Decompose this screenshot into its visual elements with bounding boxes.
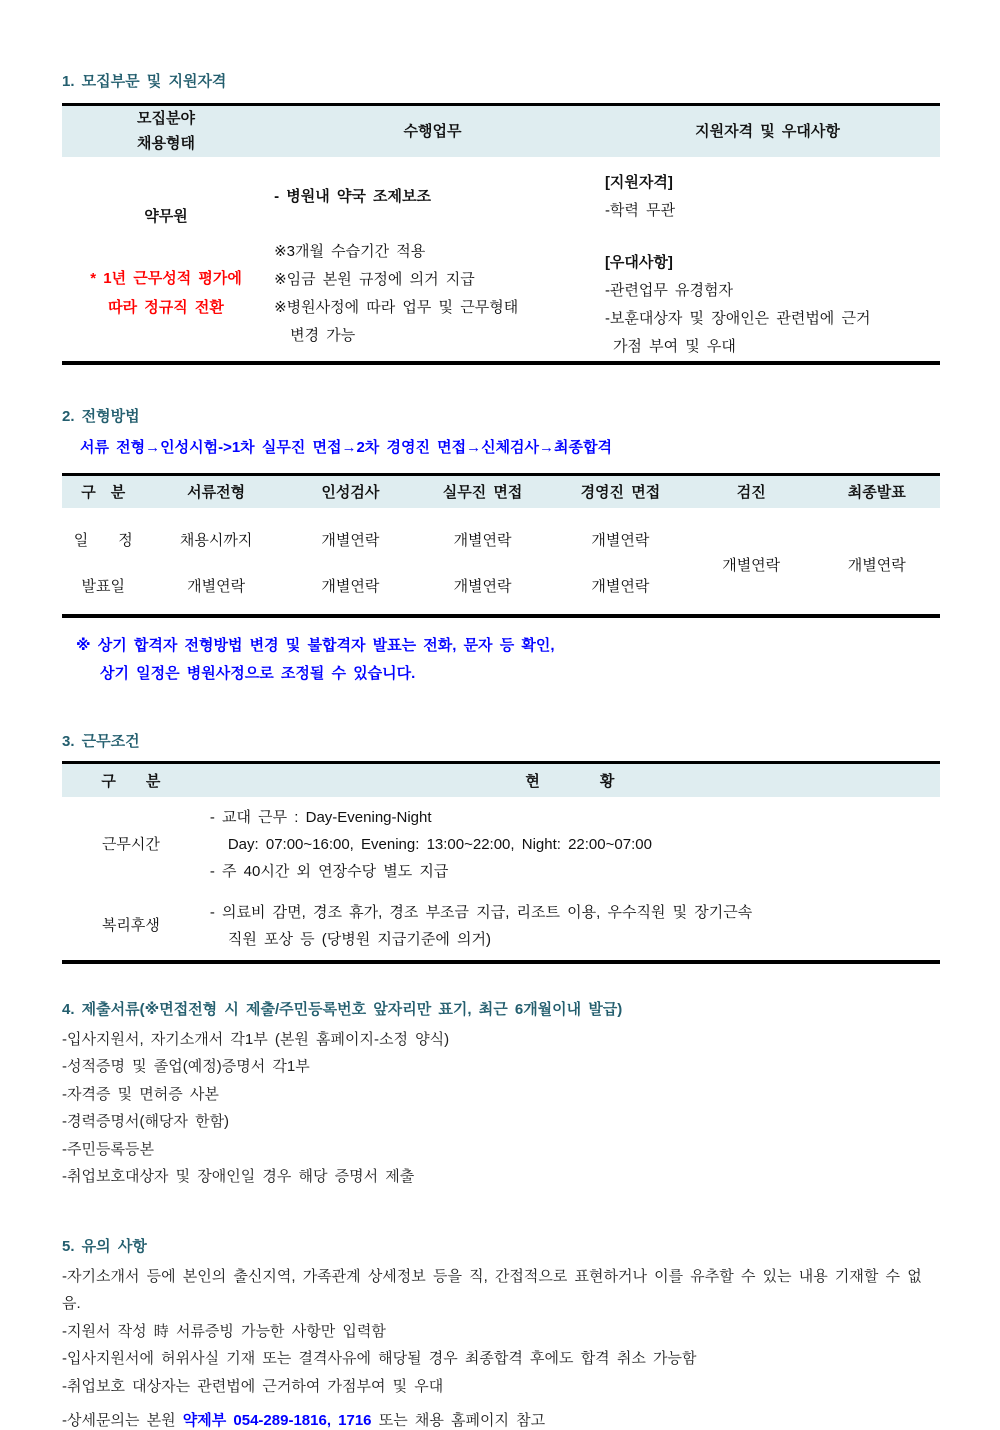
red-note-line: * 1년 근무성적 평가에 (62, 264, 270, 293)
document-item: -자격증 및 면허증 사본 (62, 1081, 940, 1109)
document-list (62, 1026, 940, 1191)
note-item: -자기소개서 등에 본인의 출신지역, 가족관계 상세정보 등을 직, 간접적으로 표현하거나 이를 유추할 수 있는 내용 기재할 수 없음. (62, 1263, 940, 1318)
contact-prefix: -상세문의는 본원 (62, 1412, 183, 1429)
section-3-heading: 3. 근무조건 (62, 730, 940, 751)
col-header-category: 구 분 (62, 763, 200, 797)
section-notes (62, 1235, 940, 1430)
col-header-checkup: 검진 (689, 474, 814, 508)
qualification-title: [지원자격] (605, 169, 940, 197)
col-header-category: 구 분 (62, 474, 145, 508)
preference-item: -관련업무 유경험자 (605, 277, 940, 305)
col-header-practical-interview: 실무진 면접 (413, 474, 552, 508)
qualification-block (595, 169, 940, 361)
schedule-note-line: 상기 일정은 병원사정으로 조정될 수 있습니다. (100, 660, 940, 688)
document-item: -주민등록등본 (62, 1136, 940, 1164)
conditions-row-welfare (62, 892, 940, 962)
col-header-final-announcement: 최종발표 (814, 474, 940, 508)
duty-note-line: 변경 가능 (274, 322, 595, 350)
contact-suffix: 또는 채용 홈페이지 참고 (372, 1412, 546, 1429)
welfare-detail (200, 892, 940, 962)
schedule-cell: 개별연락 (145, 564, 288, 616)
red-note-line: 따라 정규직 전환 (62, 293, 270, 322)
schedule-row-dates (62, 508, 940, 564)
col-header-status: 현 황 (200, 763, 940, 797)
schedule-cell: 개별연락 (288, 508, 414, 564)
contact-phone: 약제부 054-289-1816, 1716 (183, 1412, 372, 1429)
schedule-cell-checkup: 개별연락 (689, 508, 814, 616)
regular-conversion-note (62, 264, 270, 322)
document-page (62, 0, 940, 1430)
welfare-line: 직원 포상 등 (당병원 지급기준에 의거) (210, 926, 940, 953)
section-5-heading: 5. 유의 사항 (62, 1235, 940, 1256)
position-name: 약무원 (62, 205, 270, 226)
duties-cell (270, 157, 595, 363)
recruitment-table (62, 103, 940, 365)
working-hours-detail (200, 797, 940, 892)
duty-notes (270, 238, 595, 350)
section-documents (62, 998, 940, 1191)
section-1-heading: 1. 모집부문 및 지원자격 (62, 70, 940, 91)
preference-item: -보훈대상자 및 장애인은 관련법에 근거 (605, 305, 940, 333)
working-hours-line: - 교대 근무 : Day-Evening-Night (210, 804, 940, 831)
working-conditions-table (62, 761, 940, 964)
preference-item: 가점 부여 및 우대 (605, 333, 940, 361)
schedule-cell: 개별연락 (413, 508, 552, 564)
schedule-cell-final: 개별연락 (814, 508, 940, 616)
col-header-duties: 수행업무 (270, 105, 595, 157)
working-hours-line: - 주 40시간 외 연장수당 별도 지급 (210, 858, 940, 885)
col-header-personality-test: 인성검사 (288, 474, 414, 508)
working-hours-line: Day: 07:00~16:00, Evening: 13:00~22:00, Night: 22:00~07:00 (210, 831, 940, 858)
duty-main: - 병원내 약국 조제보조 (270, 185, 595, 206)
row-label-working-hours: 근무시간 (62, 797, 200, 892)
schedule-cell: 개별연락 (552, 564, 689, 616)
section-2-heading: 2. 전형방법 (62, 405, 940, 426)
note-item: -지원서 작성 時 서류증빙 가능한 사항만 입력함 (62, 1318, 940, 1346)
schedule-note (76, 632, 940, 688)
section-working-conditions (62, 730, 940, 964)
selection-process-flow: 서류 전형→인성시험->1차 실무진 면접→2차 경영진 면접→신체검사→최종합격 (80, 436, 940, 457)
duty-note-line: ※병원사정에 따라 업무 및 근무형태 (274, 294, 595, 322)
section-recruitment (62, 70, 940, 365)
col-header-field-type (62, 105, 270, 157)
conditions-row-hours (62, 797, 940, 892)
section-4-heading: 4. 제출서류(※면접전형 시 제출/주민등록번호 앞자리만 표기, 최근 6개월이내 발급) (62, 998, 940, 1019)
section-selection-process (62, 405, 940, 689)
col-header-document-screening: 서류전형 (145, 474, 288, 508)
col-header-type-line: 채용형태 (62, 131, 270, 156)
col-header-executive-interview: 경영진 면접 (552, 474, 689, 508)
document-item: -경력증명서(해당자 한함) (62, 1108, 940, 1136)
preference-title: [우대사항] (605, 249, 940, 277)
contact-info (62, 1409, 940, 1430)
schedule-cell: 개별연락 (552, 508, 689, 564)
welfare-line: - 의료비 감면, 경조 휴가, 경조 부조금 지급, 리조트 이용, 우수직원 및 장기근속 (210, 899, 940, 926)
notes-list (62, 1263, 940, 1401)
schedule-cell: 개별연락 (288, 564, 414, 616)
schedule-cell: 채용시까지 (145, 508, 288, 564)
row-label: 일 정 (62, 508, 145, 564)
recruitment-table-header-row (62, 105, 940, 157)
selection-schedule-table (62, 473, 940, 619)
document-item: -입사지원서, 자기소개서 각1부 (본원 홈페이지-소정 양식) (62, 1026, 940, 1054)
qualifications-cell (595, 157, 940, 363)
col-header-qualifications: 지원자격 및 우대사항 (595, 105, 940, 157)
qualification-item: -학력 무관 (605, 197, 940, 225)
document-item: -성적증명 및 졸업(예정)증명서 각1부 (62, 1053, 940, 1081)
schedule-header-row (62, 474, 940, 508)
schedule-note-line: ※ 상기 합격자 전형방법 변경 및 불합격자 발표는 전화, 문자 등 확인, (76, 632, 940, 660)
document-item: -취업보호대상자 및 장애인일 경우 해당 증명서 제출 (62, 1163, 940, 1191)
note-item: -입사지원서에 허위사실 기재 또는 결격사유에 해당될 경우 최종합격 후에도 합격 취소 가능함 (62, 1345, 940, 1373)
schedule-cell: 개별연락 (413, 564, 552, 616)
row-label-welfare: 복리후생 (62, 892, 200, 962)
duty-note-line: ※3개월 수습기간 적용 (274, 238, 595, 266)
col-header-field-line: 모집분야 (62, 106, 270, 131)
position-cell (62, 157, 270, 363)
recruitment-table-row (62, 157, 940, 363)
note-item: -취업보호 대상자는 관련법에 근거하여 가점부여 및 우대 (62, 1373, 940, 1401)
row-label: 발표일 (62, 564, 145, 616)
duty-note-line: ※임금 본원 규정에 의거 지급 (274, 266, 595, 294)
conditions-header-row (62, 763, 940, 797)
